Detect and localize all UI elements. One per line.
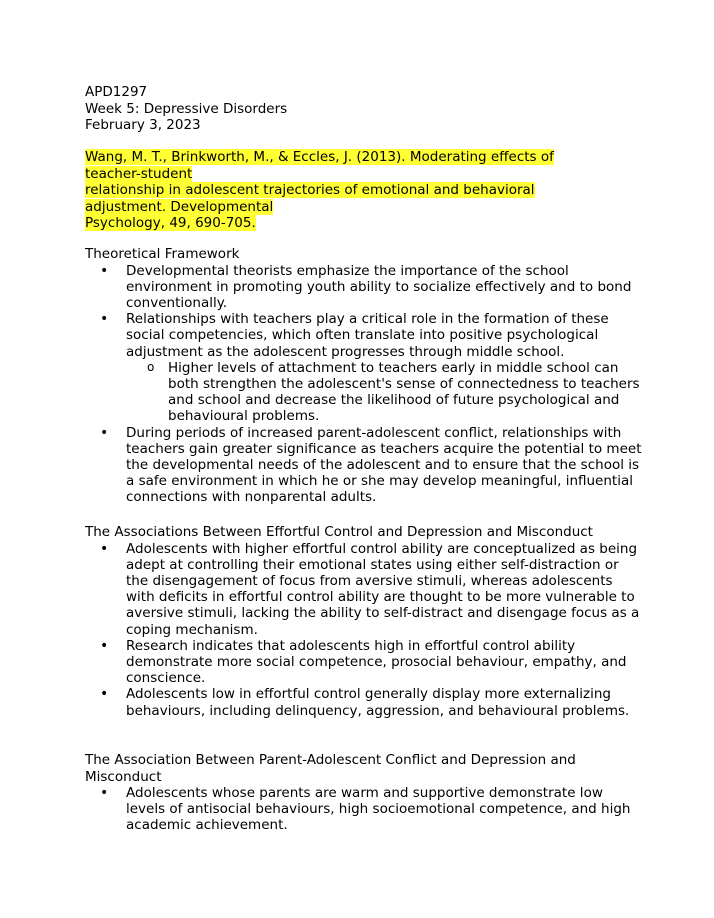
citation-line: Wang, M. T., Brinkworth, M., & Eccles, J. (2013). Moderating effects of (85, 149, 554, 165)
citation-line: relationship in adolescent trajectories of emotional and behavioral (85, 182, 535, 198)
bullet-item: • During periods of increased parent-adolescent conflict, relationships with teachers gain greater significance as teachers acquire the potential to meet the developmental needs of the adolescent and to ensure that the school is a safe environment in which he or she may develop meaningful, influential connections with nonparental adults. (85, 425, 645, 506)
document-date: February 3, 2023 (85, 117, 201, 133)
document-header (85, 84, 287, 134)
citation-line: teacher-student (85, 165, 193, 182)
sub-bullet-item: o Higher levels of attachment to teachers early in middle school can both strengthen the adolescent's sense of connectedness to teachers and school and decrease the likelihood of future psychological and behavioural problems. (126, 360, 645, 425)
citation-line: adjustment. Developmental (85, 198, 274, 215)
section-heading: The Associations Between Effortful Control and Depression and Misconduct (85, 524, 593, 540)
bullet-item: • Research indicates that adolescents high in effortful control ability demonstrate more social competence, prosocial behaviour, empathy, and conscience. (85, 638, 645, 687)
bullet-text: Relationships with teachers play a critical role in the formation of these social competencies, which often translate into positive psychological adjustment as the adolescent progresses through middle school. (126, 311, 609, 360)
week-title: Week 5: Depressive Disorders (85, 100, 288, 117)
section-heading: Theoretical Framework (85, 246, 240, 262)
bullet-item (85, 311, 645, 424)
course-code: APD1297 (85, 84, 148, 100)
citation-line: Psychology, 49, 690-705. (85, 215, 256, 231)
reference-citation (85, 149, 554, 232)
bullet-item: • Adolescents low in effortful control generally display more externalizing behaviours, including delinquency, aggression, and behavioural problems. (85, 686, 645, 718)
section-theoretical-framework (85, 246, 645, 506)
bullet-item: • Adolescents whose parents are warm and supportive demonstrate low levels of antisocial behaviours, high socioemotional competence, and high academic achievement. (85, 785, 645, 834)
section-heading: The Association Between Parent-Adolescent Conflict and Depression and Misconduct (85, 752, 576, 785)
section-parent-adolescent-conflict (85, 752, 631, 834)
bullet-item: • Developmental theorists emphasize the importance of the school environment in promoting youth ability to socialize effectively and to bond conventionally. (85, 263, 645, 312)
section-effortful-control (85, 524, 645, 719)
bullet-item: • Adolescents with higher effortful control ability are conceptualized as being adept at controlling their emotional states using either self-distraction or the disengagement of focus from aversive stimuli, whereas adolescents with deficits in effortful control ability are thought to be more vulnerable to aversive stimuli, lacking the ability to self-distract and disengage focus as a coping mechanism. (85, 541, 645, 638)
